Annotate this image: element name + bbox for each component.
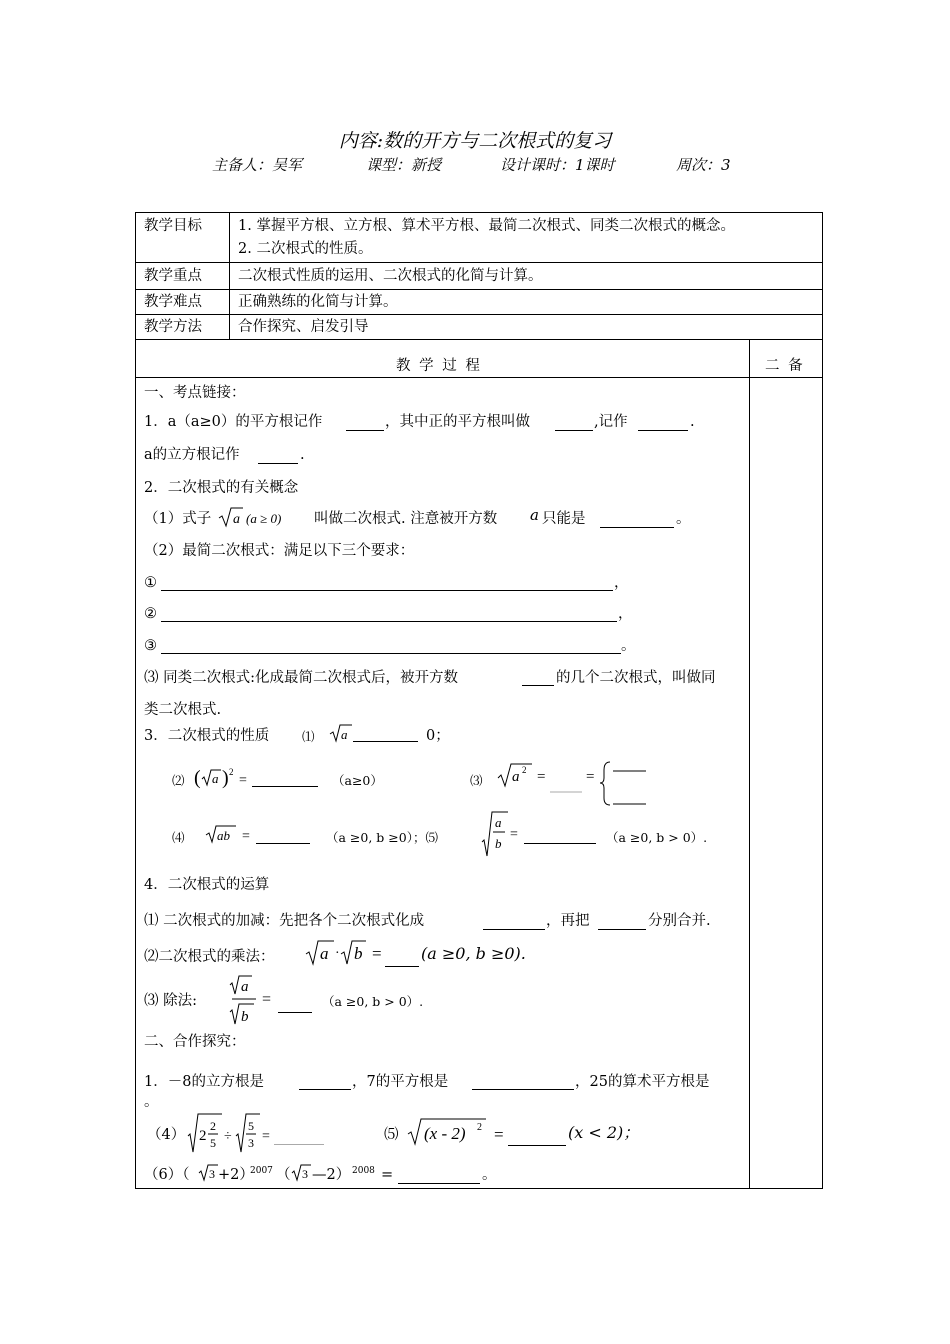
blank	[278, 1012, 312, 1013]
blank	[252, 786, 318, 787]
page-title: 内容:数的开方与二次根式的复习	[338, 130, 612, 152]
section-4-heading: 4．二次根式的运算	[144, 877, 270, 893]
blank	[385, 966, 419, 967]
para-3a: ⑶ 同类二次根式:化成最简二次根式后，被开方数	[144, 670, 458, 686]
svg-text:2: 2	[199, 1128, 207, 1144]
blank	[522, 685, 554, 686]
svg-text:5: 5	[210, 1136, 216, 1150]
exercise-6-end: 。	[482, 1167, 497, 1183]
sqrt-3-formula	[197, 1162, 219, 1182]
blank	[598, 929, 646, 930]
sqrt-a-over-b-formula	[480, 810, 524, 860]
svg-text:a: a	[233, 512, 240, 527]
blank	[638, 430, 688, 431]
svg-text:2: 2	[522, 765, 527, 775]
para-1a: （1）式子	[144, 511, 212, 527]
svg-text:=: =	[242, 829, 250, 844]
svg-text:=: =	[586, 769, 595, 785]
section-3-heading: 3．二次根式的性质	[144, 728, 270, 744]
svg-text:3: 3	[209, 1167, 215, 1181]
line-1b: ，其中正的平方根叫做	[385, 414, 530, 430]
svg-text:b: b	[495, 836, 502, 851]
condition-1-marker: ①	[144, 575, 157, 591]
difficulty-text: 正确熟练的化简与计算。	[238, 294, 398, 310]
sqrt-ab-formula	[204, 822, 262, 846]
svg-text:a: a	[512, 769, 520, 785]
para-1c: 只能是	[542, 511, 586, 527]
sqrt-product-formula	[304, 938, 388, 968]
svg-text:·: ·	[335, 946, 340, 961]
exercise-6d: （	[276, 1167, 291, 1183]
property-2-condition: （a≥0）	[332, 773, 383, 788]
op-2a: ⑵二次根式的乘法：	[144, 949, 275, 965]
svg-text:5: 5	[248, 1119, 254, 1133]
goal-item-1: 1. 掌握平方根、立方根、算术平方根、最简二次根式、同类二次根式的概念。	[238, 218, 735, 234]
line-1d: .	[690, 414, 695, 430]
meta-periods: 设计课时：1课时	[500, 156, 615, 174]
svg-text:÷: ÷	[224, 1129, 232, 1144]
sqrt-a-formula	[328, 722, 354, 744]
svg-text:=: =	[239, 773, 247, 788]
blank	[161, 590, 613, 591]
blank	[161, 653, 621, 654]
svg-text:ab: ab	[217, 828, 230, 843]
exercise-6-equals: =	[381, 1167, 394, 1183]
svg-text:(a ≥ 0): (a ≥ 0)	[246, 511, 282, 526]
exercise-1c: ，25的算术平方根是	[575, 1074, 710, 1090]
method-text: 合作探究、启发引导	[238, 319, 369, 335]
para-3b: 的几个二次根式，叫做同	[556, 670, 716, 686]
op-1c: 分别合并.	[648, 913, 711, 929]
exercise-5-condition: (x < 2)；	[568, 1123, 640, 1142]
svg-text:a: a	[495, 815, 502, 830]
sqrt-a-condition-formula	[217, 504, 301, 530]
line-2a: a的立方根记作	[144, 447, 240, 463]
para-2: （2）最简二次根式：满足以下三个要求：	[144, 543, 415, 559]
blank	[600, 527, 674, 528]
blank	[524, 843, 596, 844]
op-1a: ⑴ 二次根式的加减：先把各个二次根式化成	[144, 913, 425, 929]
op-3a: ⑶ 除法:	[144, 993, 197, 1009]
sqrt-x-minus-2-squared-formula	[406, 1116, 510, 1148]
side-header: 二 备	[765, 358, 805, 374]
blank	[258, 463, 298, 464]
exercise-5-marker: ⑸	[384, 1127, 399, 1143]
property-4-condition: （a ≥0, b ≥0）；⑸	[326, 830, 438, 845]
meta-week: 周次：3	[676, 156, 731, 174]
condition-2-end: ，	[618, 606, 633, 622]
line-1c: ,记作	[594, 414, 628, 430]
blank	[346, 430, 384, 431]
condition-3-marker: ③	[144, 638, 157, 654]
svg-text:3: 3	[248, 1136, 254, 1150]
exponent-2007: 2007	[250, 1166, 273, 1176]
op-1b: ，再把	[546, 913, 590, 929]
sqrt-quotient-formula	[228, 974, 284, 1028]
exponent-2008: 2008	[352, 1166, 375, 1176]
key-text: 二次根式性质的运用、二次根式的化简与计算。	[238, 268, 543, 284]
property-1-marker: ⑴	[302, 729, 315, 744]
exercise-6e: —2）	[312, 1167, 351, 1183]
svg-text:=: =	[262, 991, 272, 1008]
svg-text:=: =	[372, 944, 382, 963]
svg-text:2: 2	[229, 767, 234, 777]
property-3-marker: ⑶	[470, 773, 483, 788]
svg-text:a: a	[212, 771, 219, 786]
svg-text:2: 2	[210, 1119, 216, 1133]
property-2-marker: ⑵	[172, 773, 185, 788]
svg-text:=: =	[262, 1129, 270, 1144]
svg-text:a: a	[320, 944, 329, 963]
svg-text:2: 2	[477, 1122, 482, 1133]
blank	[353, 741, 418, 742]
mixed-fraction-division-formula	[186, 1110, 286, 1160]
meta-lesson-type: 课型：新授	[366, 156, 442, 174]
op-3-condition: （a ≥0, b > 0）.	[322, 994, 424, 1009]
exercise-4-marker: （4）	[147, 1127, 186, 1143]
exercise-6a: （6）（	[144, 1167, 190, 1183]
para-3c: 类二次根式.	[144, 702, 222, 718]
meta-preparer: 主备人：吴军	[212, 156, 303, 174]
exercise-1b: ，7的平方根是	[352, 1074, 449, 1090]
svg-text:=: =	[537, 769, 546, 785]
svg-text:=: =	[510, 827, 518, 842]
svg-text:a: a	[341, 727, 348, 742]
blank	[161, 621, 617, 622]
blank	[256, 843, 310, 844]
op-2-condition: (a ≥0, b ≥0).	[421, 944, 526, 963]
section-1-heading: 一、考点链接：	[144, 385, 246, 401]
blank	[274, 1144, 324, 1145]
para-1b: 叫做二次根式. 注意被开方数	[314, 511, 498, 527]
difficulty-label: 教学难点	[144, 294, 202, 310]
condition-3-end: 。	[621, 638, 636, 654]
svg-text:=: =	[494, 1125, 504, 1144]
sqrt-a-squared-formula	[194, 763, 260, 791]
blank	[555, 430, 593, 431]
method-label: 教学方法	[144, 319, 202, 335]
blank	[398, 1183, 480, 1184]
svg-text:a: a	[241, 979, 249, 995]
para-1d: 。	[676, 511, 691, 527]
blank	[472, 1089, 574, 1090]
blank	[299, 1089, 351, 1090]
sqrt-a-squared-cases-formula	[496, 760, 656, 810]
blank	[508, 1145, 566, 1146]
goal-item-2: 2. 二次根式的性质。	[238, 241, 373, 257]
goal-label: 教学目标	[144, 218, 202, 234]
section-2-heading: 2．二次根式的有关概念	[144, 480, 299, 496]
property-1-value: 0；	[426, 728, 450, 744]
section-5-heading: 二、合作探究：	[144, 1034, 246, 1050]
property-5-condition: （a ≥0, b > 0）.	[606, 830, 708, 845]
exercise-6b: +2）	[218, 1167, 254, 1183]
variable-a: a	[530, 506, 539, 524]
svg-text:b: b	[354, 944, 363, 963]
svg-text:3: 3	[302, 1167, 308, 1181]
condition-1-end: ，	[614, 575, 629, 591]
property-4-marker: ⑷	[172, 830, 185, 845]
sqrt-3-formula	[290, 1162, 312, 1182]
exercise-1a: 1．－8的立方根是	[144, 1074, 264, 1090]
line-2b: .	[300, 447, 305, 463]
svg-text:b: b	[241, 1009, 249, 1025]
process-header: 教 学 过 程	[396, 358, 482, 374]
condition-2-marker: ②	[144, 606, 157, 622]
exercise-1d: 。	[144, 1094, 159, 1110]
blank	[483, 929, 545, 930]
key-label: 教学重点	[144, 268, 202, 284]
line-1a: 1．a（a≥0）的平方根记作	[144, 414, 323, 430]
svg-text:(: (	[194, 767, 201, 789]
svg-text:): )	[222, 767, 229, 789]
svg-text:(x - 2): (x - 2)	[424, 1124, 466, 1143]
